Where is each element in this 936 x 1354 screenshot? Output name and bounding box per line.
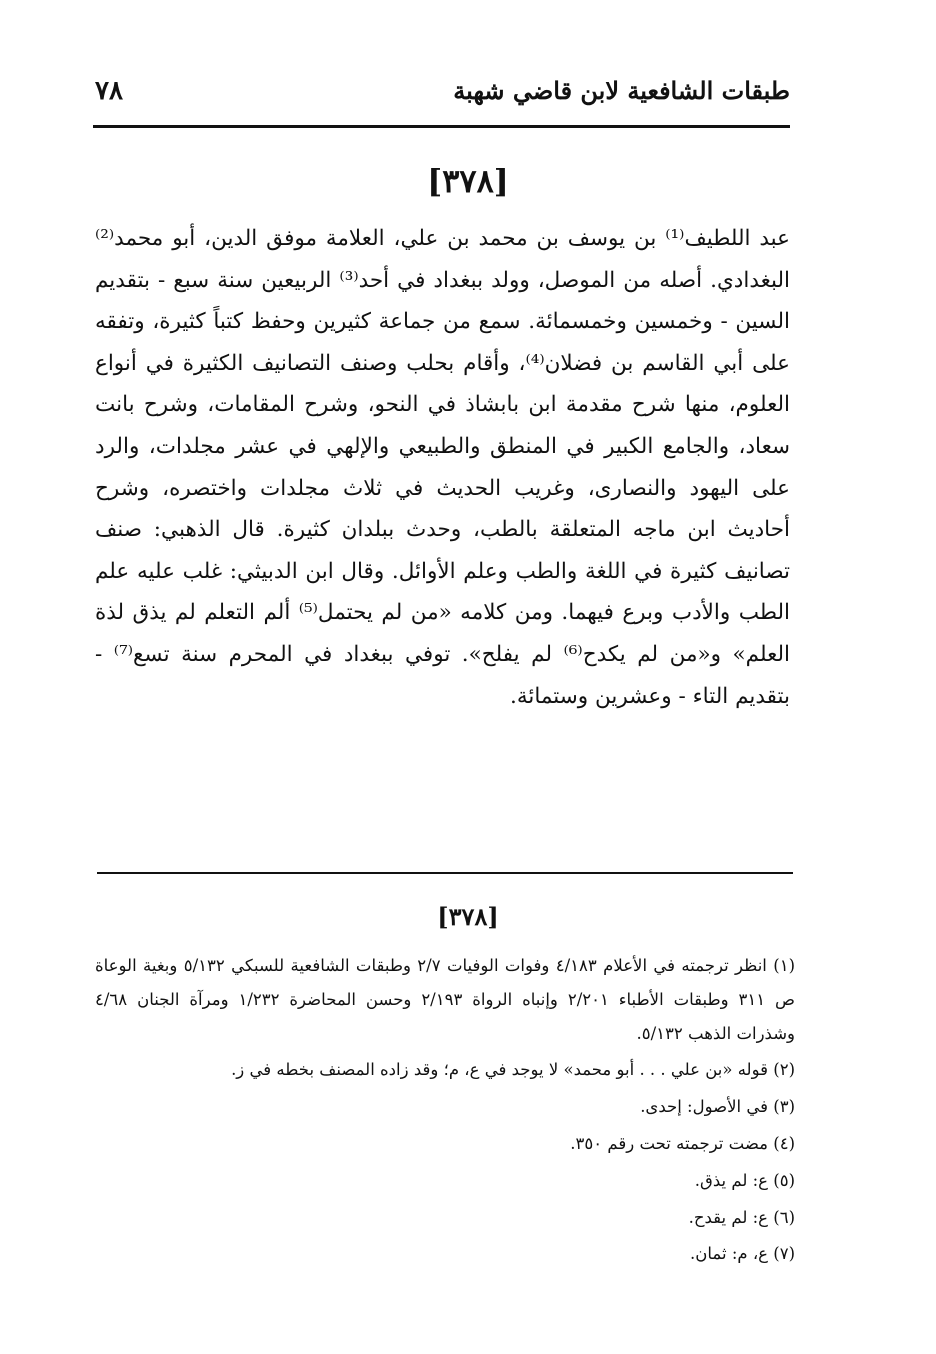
- footnote-3: (٣) في الأصول: إحدى.: [640, 1097, 795, 1116]
- footnote-entry-number: [٣٧٨]: [437, 902, 499, 931]
- footnote-5: (٥) ع: لم يذق.: [694, 1171, 795, 1190]
- footnote-7: (٧) ع، م: ثمان.: [690, 1244, 795, 1263]
- footnote-rule: [97, 872, 793, 874]
- footnote-2: (٢) قوله «بن علي . . . أبو محمد» لا يوجد في ع، م؛ وقد زاده المصنف بخطه في ز.: [231, 1060, 795, 1079]
- entry-body: [95, 218, 790, 717]
- footnote-4: (٤) مضت ترجمته تحت رقم ٣٥٠.: [570, 1134, 795, 1153]
- footnote-1: (١) انظر ترجمته في الأعلام ٤/١٨٣ وفوات الوفيات ٢/٧ وطبقات الشافعية للسبكي ٥/١٣٢ وبغية الوعاة ص ٣١١ وطبقات الأطباء ٢/٢٠١ وإنباه الرواة ٢/١٩٣ وحسن المحاضرة ١/٢٣٢ ومرآة الجنان ٤/٦٨ وشذرات الذهب ٥/١٣٢.: [95, 956, 795, 1043]
- entry-text: عبد اللطيف⁽¹⁾ بن يوسف بن محمد بن علي، العلامة موفق الدين، أبو محمد⁽²⁾ البغدادي. أصله من الموصل، وولد ببغداد في أحد⁽³⁾ الربيعين سنة سبع - بتقديم السين - وخمسين وخمسمائة. سمع من جماعة كثيرين وحفظ كتباً كثيرة، وتفقه على أبي القاسم بن فضلان⁽⁴⁾، وأقام بحلب وصنف التصانيف الكثيرة في أنواع العلوم، منها شرح مقدمة ابن بابشاذ في النحو، وشرح المقامات، وشرح بانت سعاد، والجامع الكبير في المنطق والطبيعي والإلهي في عشر مجلدات، والرد على اليهود والنصارى، وغريب الحديث في ثلاث مجلدات واختصره، وشرح أحاديث ابن ماجه المتعلقة بالطب، وحدث ببلدان كثيرة. قال الذهبي: صنف تصانيف كثيرة في اللغة والطب وعلم الأوائل. وقال ابن الدبيثي: غلب عليه علم الطب والأدب وبرع فيهما. ومن كلامه «من لم يحتمل⁽⁵⁾ ألم التعلم لم يذق لذة العلم» و«من لم يكدح⁽⁶⁾ لم يفلح». توفي ببغداد في المحرم سنة تسع⁽⁷⁾ - بتقديم التاء - وعشرين وستمائة.: [95, 226, 790, 709]
- footnotes: [95, 949, 795, 1272]
- entry-number: [٣٧٨]: [427, 162, 509, 200]
- running-title: طبقات الشافعية لابن قاضي شهبة: [453, 76, 790, 105]
- header-rule: [93, 125, 790, 128]
- page-number: ٧٨: [95, 76, 123, 106]
- footnote-6: (٦) ع: لم يقدح.: [688, 1208, 795, 1227]
- page-header: [95, 70, 790, 110]
